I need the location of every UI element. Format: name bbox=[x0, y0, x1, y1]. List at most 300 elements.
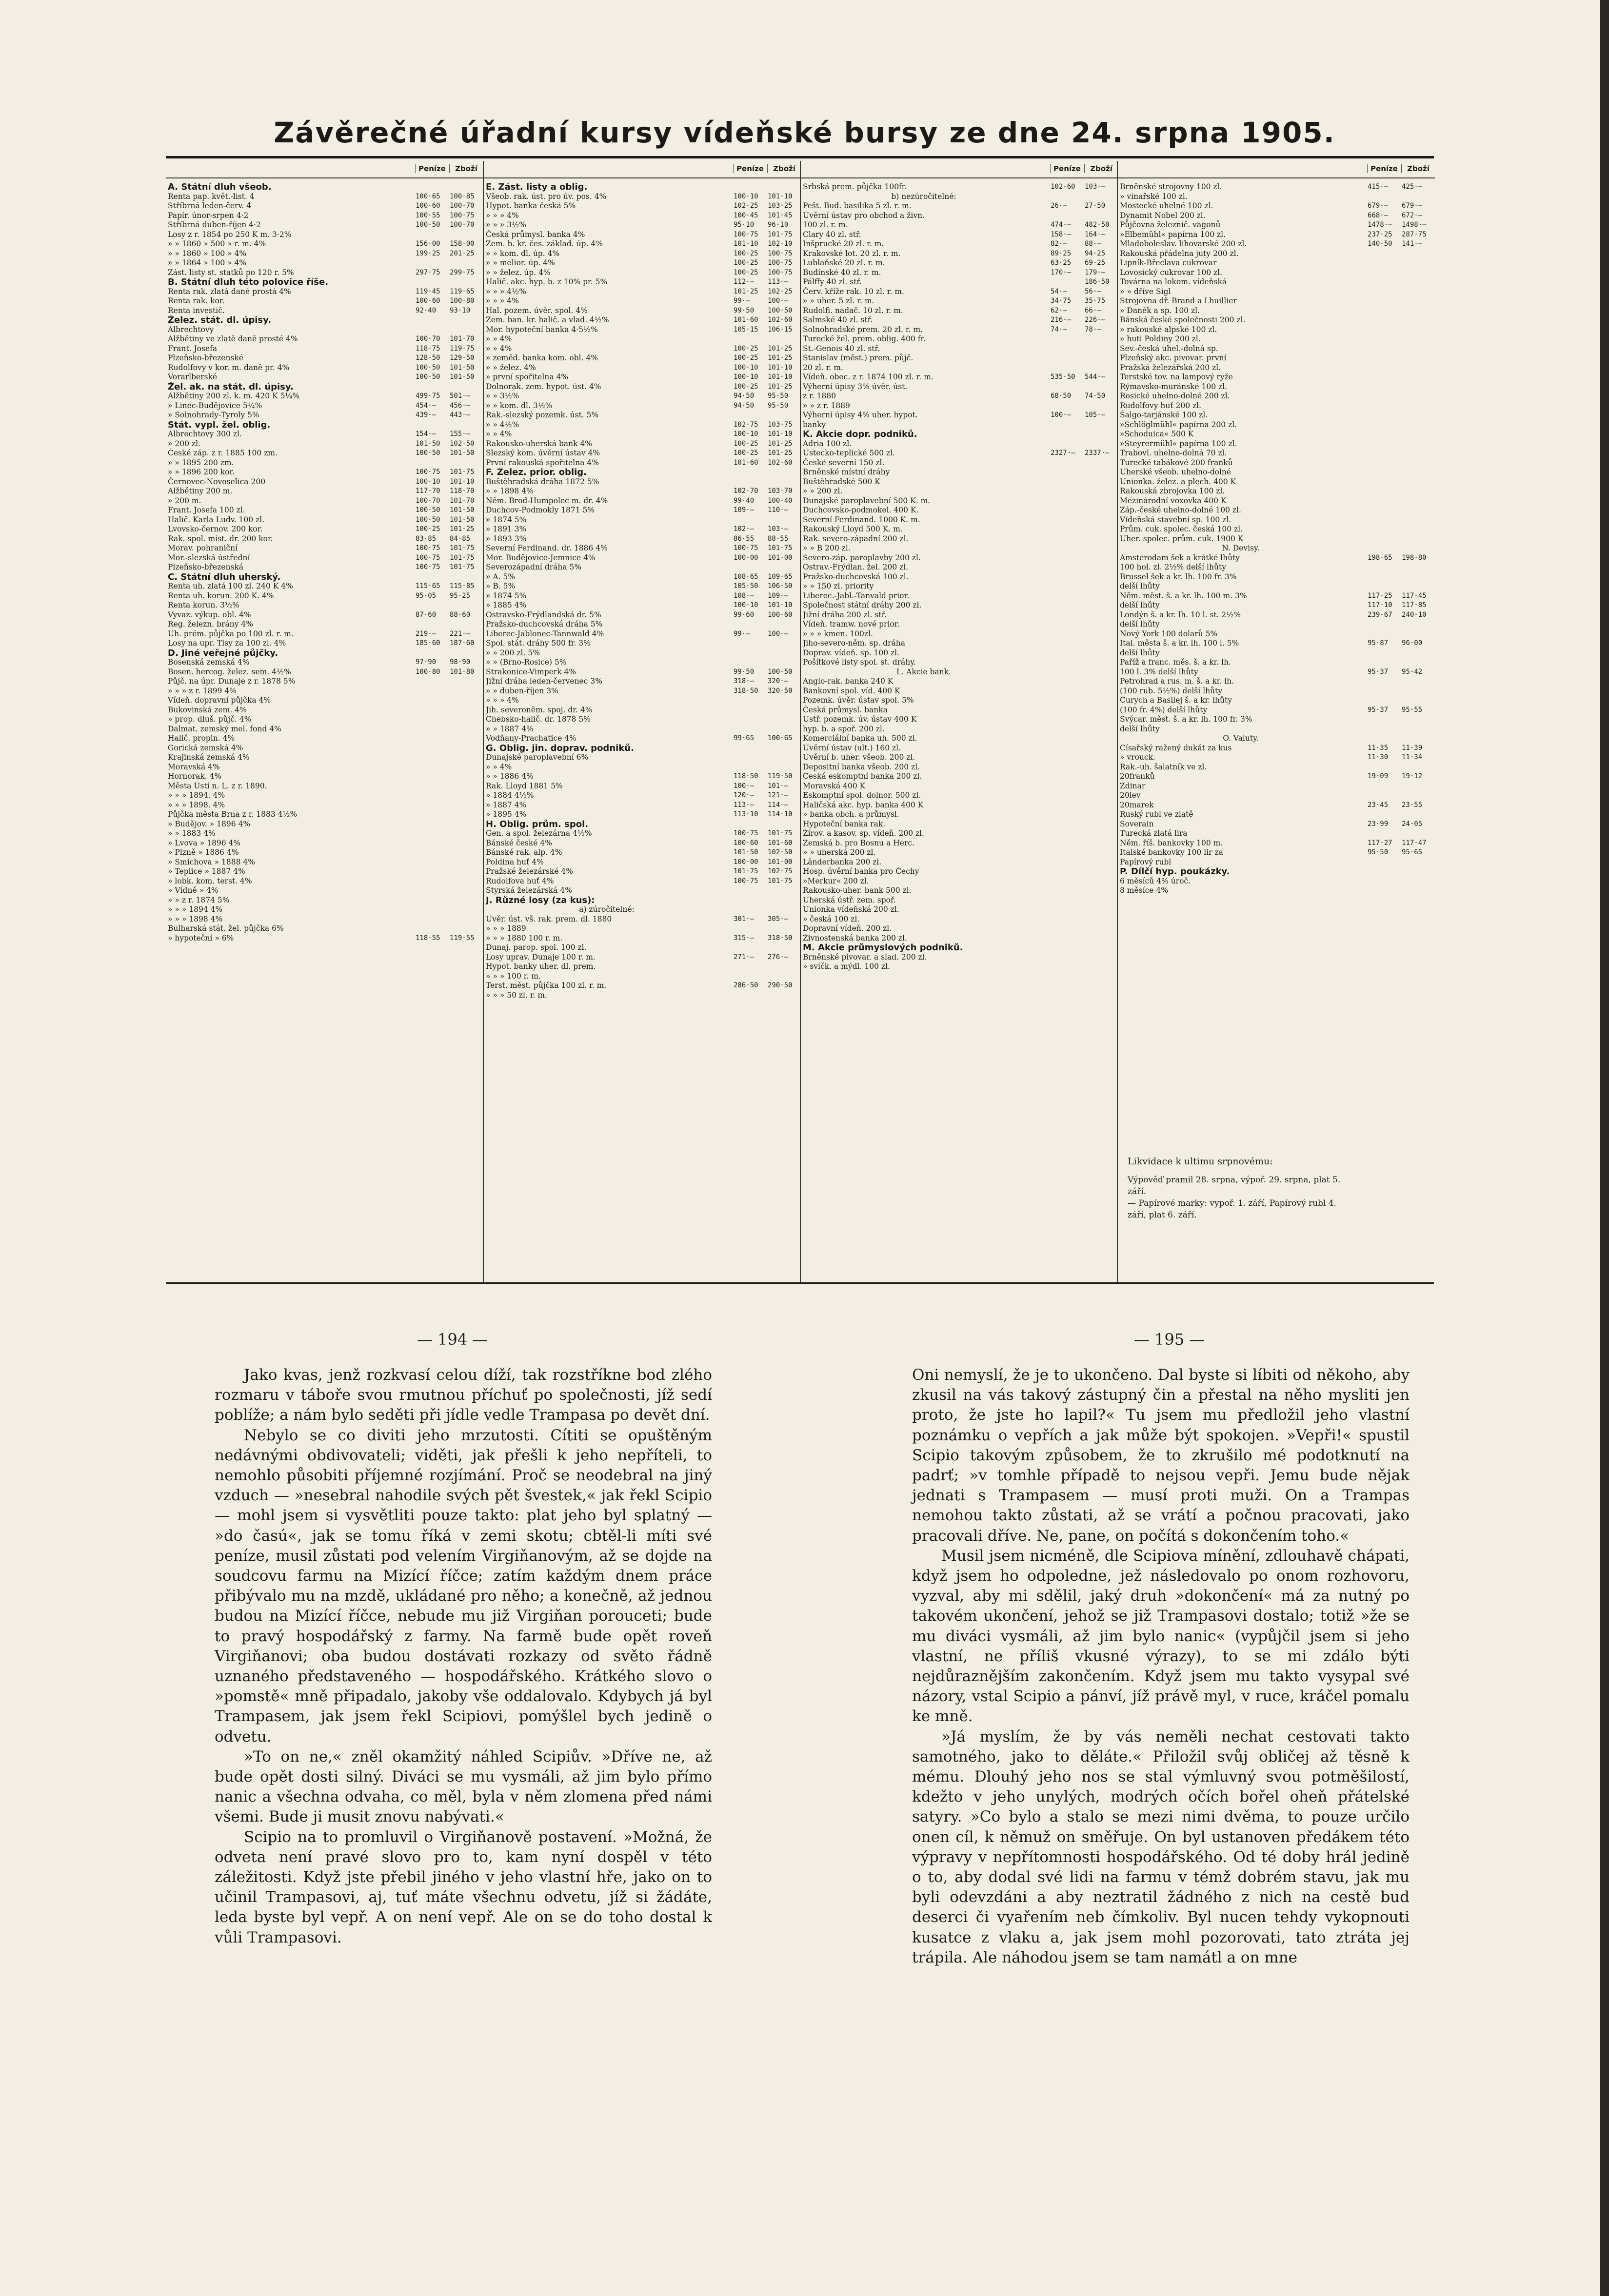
price-goods: 35·75 bbox=[1085, 297, 1106, 305]
page-edge bbox=[1600, 0, 1609, 2296]
security-name: Švýcar. měst. š. a kr. lh. 100 fr. 3% bbox=[1120, 715, 1252, 724]
table-row bbox=[166, 886, 483, 896]
security-name: Česká eskomptní banka 200 zl. bbox=[803, 772, 922, 781]
security-name: hyp. b. a spoř. 200 zl. bbox=[803, 724, 885, 733]
table-row bbox=[484, 629, 801, 639]
security-name: Mor.-slezská ústřední bbox=[168, 553, 250, 562]
security-name: » » » 1894. 4% bbox=[168, 791, 225, 800]
table-row bbox=[801, 639, 1118, 648]
price-goods: 101·75 bbox=[768, 877, 793, 885]
price-money: 2327·— bbox=[1051, 449, 1075, 457]
price-money: 100·75 bbox=[416, 468, 440, 476]
security-name: Pražské železárské 4% bbox=[486, 867, 574, 876]
price-money: 94·50 bbox=[734, 392, 755, 400]
price-money: 474·— bbox=[1051, 221, 1072, 229]
security-name: Zem. ban. kr. halič. a vlad. 4½% bbox=[486, 315, 609, 324]
security-name: Česká průmysl. banka bbox=[803, 705, 888, 714]
security-name: » prop. dluš. půjč. 4% bbox=[168, 715, 252, 724]
price-money: 100·25 bbox=[734, 344, 758, 353]
security-name: » » 4% bbox=[486, 344, 512, 353]
security-name: Curych a Basilej š. a kr. lhůty bbox=[1120, 696, 1232, 705]
price-goods: 117·47 bbox=[1402, 839, 1427, 847]
security-name: » » želez. úp. 4% bbox=[486, 268, 551, 277]
security-name: Poldina huť 4% bbox=[486, 857, 544, 866]
security-name: Terstské tov. na lampový ryže bbox=[1120, 373, 1233, 381]
price-money: 118·55 bbox=[416, 934, 440, 942]
table-row bbox=[801, 648, 1118, 658]
security-name: Nový York 100 dolarů 5% bbox=[1120, 629, 1218, 638]
table-row bbox=[484, 791, 801, 801]
table-column bbox=[1117, 161, 1435, 1282]
security-name: Zdinar bbox=[1120, 781, 1146, 790]
table-row bbox=[166, 848, 483, 858]
table-row bbox=[1118, 725, 1435, 734]
price-goods: 88·— bbox=[1085, 240, 1101, 248]
security-name: Lublaňské 20 zl. r. m. bbox=[803, 258, 885, 267]
table-row bbox=[484, 544, 801, 553]
price-goods: 115·85 bbox=[450, 582, 475, 590]
table-row bbox=[484, 334, 801, 344]
price-money: 100·75 bbox=[416, 563, 440, 571]
price-goods: 101·— bbox=[768, 782, 789, 790]
price-goods: 100·70 bbox=[450, 202, 475, 210]
table-row bbox=[1118, 744, 1435, 753]
table-row bbox=[801, 791, 1118, 801]
table-row bbox=[484, 610, 801, 620]
security-name: » » 1895 200 zm. bbox=[168, 458, 234, 467]
security-name: Dunaj. parop. spol. 100 zl. bbox=[486, 943, 587, 952]
security-name: Mladoboleslav. lihovarské 200 zl. bbox=[1120, 239, 1247, 248]
table-row bbox=[1118, 277, 1435, 287]
price-goods: 114·— bbox=[768, 801, 789, 809]
security-name: Brněnské místní dráhy bbox=[803, 468, 890, 476]
table-row bbox=[484, 287, 801, 297]
security-name: Anglo-rak. banka 240 K bbox=[803, 677, 894, 686]
table-row bbox=[484, 239, 801, 249]
likvidace-line: — Papírové marky: vypoř. 1. září, Papírový rubl 4. září, plat 6. září. bbox=[1128, 1198, 1336, 1220]
security-name: Plzeňsko-březenské bbox=[168, 353, 243, 362]
security-name: Dolnorak. zem. hypot. úst. 4% bbox=[486, 382, 601, 391]
price-goods: 95·55 bbox=[1402, 706, 1423, 714]
table-row bbox=[1118, 239, 1435, 249]
security-name: F. Želez. prior. oblig. bbox=[486, 468, 587, 477]
security-name: Rudolfovy huť 200 zl. bbox=[1120, 401, 1202, 410]
table-row bbox=[801, 487, 1118, 496]
security-name: Chebsko-halič. dr. 1878 5% bbox=[486, 715, 591, 724]
security-name: Něm. měst. š. a kr. lh. 100 m. 3% bbox=[1120, 591, 1247, 600]
security-name: » 1891 3% bbox=[486, 525, 527, 533]
price-money: 100·25 bbox=[734, 259, 758, 267]
security-name: O. Valuty. bbox=[1223, 734, 1259, 743]
table-row bbox=[801, 620, 1118, 629]
table-row bbox=[166, 620, 483, 629]
column-header bbox=[166, 161, 483, 178]
table-row bbox=[801, 953, 1118, 962]
table-row bbox=[1118, 506, 1435, 515]
security-name: Jiho-severo-něm. sp. dráha bbox=[803, 639, 905, 648]
likvidace-line: Výpověď pramil 28. srpna, výpoř. 29. srpna, plat 5. září. bbox=[1128, 1175, 1341, 1197]
price-goods: 101·10 bbox=[768, 601, 793, 609]
security-name: Krakovské lot. 20 zl. r. m. bbox=[803, 249, 901, 258]
security-name: (100 rub. 5½%) delší lhůty bbox=[1120, 686, 1223, 695]
price-money: 154·— bbox=[416, 430, 437, 438]
price-goods: 201·25 bbox=[450, 249, 475, 257]
price-goods: 100·70 bbox=[450, 221, 475, 229]
table-row bbox=[484, 667, 801, 677]
table-row bbox=[484, 943, 801, 953]
table-row bbox=[1118, 848, 1435, 858]
security-name: Renta rak. zlatá daně prostá 4% bbox=[168, 287, 291, 296]
security-name: Ústecko-teplické 500 zl. bbox=[803, 449, 895, 457]
section-heading bbox=[801, 430, 1118, 439]
table-row bbox=[484, 915, 801, 924]
security-name: Budínské 40 zl. r. m. bbox=[803, 268, 881, 277]
table-row bbox=[484, 829, 801, 839]
table-row bbox=[1118, 553, 1435, 563]
table-row bbox=[1118, 667, 1435, 677]
security-name: Rakouská přádelna juty 200 zl. bbox=[1120, 249, 1239, 258]
security-name: Lvovsko-černov. 200 kor. bbox=[168, 525, 263, 533]
table-row bbox=[801, 401, 1118, 411]
rows bbox=[166, 178, 483, 943]
table-row bbox=[801, 706, 1118, 715]
security-name: Plzeňsko-březenská bbox=[168, 563, 244, 571]
table-column bbox=[166, 161, 483, 1282]
table-row bbox=[1118, 468, 1435, 477]
security-name: Žírov. a kasov. sp. vídeň. 200 zl. bbox=[803, 829, 925, 838]
security-name: Hypot. banky uher. dl. prem. bbox=[486, 962, 596, 971]
price-money: 115·65 bbox=[416, 582, 440, 590]
price-money: 102·70 bbox=[734, 487, 758, 495]
table-row bbox=[1118, 639, 1435, 648]
table-row bbox=[1118, 334, 1435, 344]
security-name: Prům. cuk. spolec. česká 100 zl. bbox=[1120, 525, 1243, 533]
price-goods: 101·10 bbox=[768, 430, 793, 438]
price-goods: 106·15 bbox=[768, 325, 793, 334]
security-name: » Daněk a sp. 100 zl. bbox=[1120, 306, 1200, 315]
table-row bbox=[484, 715, 801, 725]
price-money: 100·— bbox=[1051, 411, 1072, 419]
price-money: 100·60 bbox=[416, 297, 440, 305]
security-name: Petrohrad a rus. m. š. a kr. lh. bbox=[1120, 677, 1234, 686]
table-row bbox=[801, 772, 1118, 782]
security-name: »Steyrermühl« papírna 100 zl. bbox=[1120, 439, 1237, 448]
security-name: Losy uprav. Dunaje 100 r. m. bbox=[486, 952, 596, 962]
security-name: » 200 zl. bbox=[168, 439, 200, 448]
price-goods: 78·— bbox=[1085, 325, 1101, 334]
table-row bbox=[1118, 258, 1435, 268]
price-money: 100·50 bbox=[416, 221, 440, 229]
table-row bbox=[484, 515, 801, 525]
security-name: » banka obch. a průmysl. bbox=[803, 810, 899, 819]
table-row bbox=[166, 306, 483, 316]
paragraph: Oni nemyslí, že je to ukončeno. Dal byste si líbiti od někoho, aby zkusil na vás takový zástupný čin a přestal na něho mysliti jen proto, že jste ho lapil?« Tu jsem mu předložil jeho vlastní poznámku o vepřích a jak může být spokojen. »Vepři!« spustil Scipio takovým způsobem, že to zkrušilo mé podotknutí na padrť; »v tomhle případě to nejsou vepři. Jemu bude nějak jednati s Trampasem — musí proti muži. On a Trampas nemohou takto zůstati, až se vrátí a počnou pracovati, jako pracovali dříve. Ne, pane, on počítá s dokončením toho.« bbox=[912, 1366, 1410, 1545]
security-name: G. Oblig. jin. doprav. podniků. bbox=[486, 743, 634, 753]
table-row bbox=[801, 829, 1118, 839]
section-heading bbox=[166, 182, 483, 192]
section-heading bbox=[484, 182, 801, 192]
security-name: Štyrská železárská 4% bbox=[486, 886, 572, 895]
price-money: 219·— bbox=[416, 629, 437, 638]
security-name: Želez. stát. dl. úpisy. bbox=[168, 315, 272, 325]
table-row bbox=[166, 363, 483, 373]
price-goods: 117·45 bbox=[1402, 591, 1427, 600]
security-name: Vídeňská stavební sp. 100 zl. bbox=[1120, 515, 1232, 524]
table-row bbox=[801, 506, 1118, 515]
table-row bbox=[484, 591, 801, 601]
table-row bbox=[484, 639, 801, 648]
table-row bbox=[801, 373, 1118, 382]
section-heading bbox=[166, 572, 483, 582]
security-name: » B. 5% bbox=[486, 582, 516, 590]
price-money: 100·45 bbox=[734, 211, 758, 219]
price-money: 74·— bbox=[1051, 325, 1067, 334]
table-row bbox=[801, 962, 1118, 972]
security-name: Moravská 400 K bbox=[803, 781, 866, 790]
paragraph: Scipio na to promluvil o Virgiňanově postavení. »Možná, že odveta není pravé slovo pro to, kam nyní dospěl v této záležitosti. Když jste přebil jiného v jeho vlastní hře, jako on to učinil Trampasovi, aj, tuť máte všechnu odvetu, jíž si žádáte, leda byste byl vepř. A on není vepř. Ale on se do toho dostal k vůli Trampasovi. bbox=[215, 1828, 712, 1946]
table-row bbox=[484, 782, 801, 791]
security-name: »Elbemühl« papírna 100 zl. bbox=[1120, 230, 1226, 239]
price-goods: 276·— bbox=[768, 953, 789, 961]
price-goods: 101·50 bbox=[450, 506, 475, 514]
security-name: Länderbanka 200 zl. bbox=[803, 857, 882, 866]
security-name: » » 4% bbox=[486, 762, 512, 771]
security-name: » » 1883 4% bbox=[168, 829, 216, 838]
table-row bbox=[166, 744, 483, 753]
price-goods: 320·— bbox=[768, 677, 789, 685]
table-row bbox=[166, 696, 483, 706]
table-row bbox=[801, 306, 1118, 316]
price-goods: 672·— bbox=[1402, 211, 1423, 219]
table-row bbox=[484, 848, 801, 858]
table-row bbox=[484, 534, 801, 544]
security-name: » » » 4% bbox=[486, 211, 519, 220]
table-row bbox=[1118, 563, 1435, 572]
table-row bbox=[166, 810, 483, 820]
price-goods: 101·10 bbox=[450, 477, 475, 486]
security-name: L. Akcie bank. bbox=[896, 667, 951, 676]
security-name: 100 hol. zl. 2½% delší lhůty bbox=[1120, 563, 1226, 571]
security-name: » » dříve Sigl bbox=[1120, 287, 1171, 296]
header-goods: Zboží bbox=[449, 164, 483, 173]
price-goods: 118·70 bbox=[450, 487, 475, 495]
table-row bbox=[1118, 753, 1435, 763]
security-name: České severní 150 zl. bbox=[803, 458, 885, 467]
security-name: Liberec-Jablonec-Tannwald 4% bbox=[486, 629, 604, 638]
price-goods: 93·10 bbox=[450, 306, 471, 314]
table-row bbox=[166, 477, 483, 487]
security-name: Bosenská zemská 4% bbox=[168, 658, 250, 667]
price-goods: 101·50 bbox=[450, 449, 475, 457]
table-row bbox=[484, 953, 801, 962]
security-name: » » B 200 zl. bbox=[803, 544, 851, 552]
security-name: » » » 4% bbox=[486, 296, 519, 305]
security-name: Živnostenská banka 200 zl. bbox=[803, 933, 907, 942]
security-name: Mor. hypoteční banka 4·5½% bbox=[486, 325, 598, 334]
price-goods: 103·— bbox=[768, 525, 789, 533]
security-name: Jih. severoněm. spoj. dr. 4% bbox=[486, 705, 593, 714]
security-name: Gen. a spol. železárna 4½% bbox=[486, 829, 592, 838]
table-row bbox=[484, 810, 801, 820]
section-heading bbox=[166, 315, 483, 325]
price-goods: 101·25 bbox=[768, 439, 793, 448]
security-name: C. Státní dluh uherský. bbox=[168, 572, 281, 582]
security-name: Ruský rubl ve zlatě bbox=[1120, 810, 1193, 819]
security-name: (100 fr. 4%) delší lhůty bbox=[1120, 705, 1208, 714]
paragraph: »Já myslím, že by vás neměli nechat cestovati takto samotného, jako to děláte.« Přiložil svůj obličej až těsně k mému. Dlouhý jeho nos se stal výmluvný svou potměšilostí, kdežto v jeho unylých, modrých očích bořel oheň přátelské satyry. »Co bylo a stalo se mezi nimi dvěma, to pouze určilo onen cíl, k němuž on směřuje. On byl ustanoven předákem této výpravy v nepřítomnosti hospodářského. Od té doby hrál jedině o to, aby dodal své lidi na farmu v témž dobrém stavu, jak mu byli odevzdáni a aby neztratil žádného z nich na cestě bud deserci či vyařením neb čímkoliv. Byl nucen tehdy vykopnouti kusatce z vlaku a, jak jsem mohl pozorovati, tato ztráta jej trápila. Ale náhodou jsem se tam namátl a on mne bbox=[912, 1727, 1410, 1966]
table-row bbox=[1118, 325, 1435, 335]
price-goods: 102·60 bbox=[768, 316, 793, 324]
table-row bbox=[484, 725, 801, 734]
price-goods: 66·— bbox=[1085, 306, 1101, 314]
security-name: Albrechtovy 300 zl. bbox=[168, 430, 242, 438]
price-goods: 299·75 bbox=[450, 268, 475, 276]
price-goods: 155·— bbox=[450, 430, 471, 438]
table-row bbox=[1118, 439, 1435, 449]
price-money: 100·10 bbox=[416, 477, 440, 486]
bottom-rule bbox=[166, 1282, 1434, 1284]
price-goods: 101·50 bbox=[450, 515, 475, 524]
table-row bbox=[1118, 296, 1435, 306]
table-row bbox=[801, 249, 1118, 259]
table-row bbox=[801, 553, 1118, 563]
table-row bbox=[801, 382, 1118, 392]
security-name: delší lhůty bbox=[1120, 620, 1160, 628]
price-money: 54·— bbox=[1051, 287, 1067, 295]
table-row bbox=[801, 877, 1118, 886]
table-row bbox=[1118, 610, 1435, 620]
price-money: 100·10 bbox=[734, 601, 758, 609]
price-goods: 103·75 bbox=[768, 420, 793, 429]
table-row bbox=[484, 972, 801, 981]
table-row bbox=[1118, 620, 1435, 629]
table-row bbox=[1118, 182, 1435, 192]
table-row bbox=[484, 563, 801, 572]
table-row bbox=[801, 534, 1118, 544]
table-row bbox=[801, 411, 1118, 420]
security-name: » » » 1894 4% bbox=[168, 905, 223, 914]
security-name: Unionka. želez. a plech. 400 K bbox=[1120, 477, 1236, 486]
table-row bbox=[484, 363, 801, 373]
security-name: » » 1896 200 kor. bbox=[168, 468, 235, 476]
security-name: » lobk. kom. terst. 4% bbox=[168, 876, 252, 885]
security-name: Rak. severo-západní 200 zl. bbox=[803, 534, 909, 543]
security-name: Záp.-české uhelno-dolné 100 zl. bbox=[1120, 506, 1241, 514]
text-column-right bbox=[912, 1365, 1410, 1968]
table-row bbox=[166, 496, 483, 506]
price-goods: 119·65 bbox=[450, 287, 475, 295]
security-name: Dopravní vídeň. 200 zl. bbox=[803, 924, 892, 933]
price-money: 140·50 bbox=[1368, 240, 1392, 248]
table-row bbox=[484, 420, 801, 430]
column-header bbox=[484, 161, 801, 178]
price-money: 100·25 bbox=[734, 354, 758, 362]
security-name: Vídeň. obec. z r. 1874 100 zl. r. m. bbox=[803, 373, 934, 381]
table-row bbox=[801, 353, 1118, 363]
security-name: delší lhůty bbox=[1120, 724, 1160, 733]
header-money: Peníze bbox=[415, 164, 449, 173]
price-money: 118·75 bbox=[416, 344, 440, 353]
price-goods: 103·— bbox=[1085, 183, 1106, 191]
price-money: 315·— bbox=[734, 934, 755, 942]
table-row bbox=[484, 687, 801, 696]
table-row bbox=[166, 268, 483, 278]
security-name: Společnost státní dráhy 200 zl. bbox=[803, 601, 922, 609]
price-money: 679·— bbox=[1368, 202, 1389, 210]
table-row bbox=[1118, 687, 1435, 696]
price-goods: 101·25 bbox=[768, 449, 793, 457]
security-name: » » 1898 4% bbox=[486, 487, 534, 495]
price-goods: 100·— bbox=[768, 629, 789, 638]
table-row bbox=[484, 934, 801, 943]
price-money: 99·65 bbox=[734, 734, 755, 742]
rows bbox=[484, 178, 801, 1000]
rows bbox=[1118, 178, 1435, 896]
paragraph: »To on ne,« zněl okamžitý náhled Scipiův. »Dříve ne, až bude opět dosti silný. Diváci se mu vysmáli, až jim bylo přímo nanic a všechna odvaha, co měl, byla v něm zlomena před námi všemi. Bude ji musit znovu nabývati.« bbox=[215, 1747, 712, 1826]
table-row bbox=[166, 515, 483, 525]
security-name: Renta korun. 3½% bbox=[168, 601, 239, 609]
table-row bbox=[801, 572, 1118, 582]
security-name: » » » 1880 100 r. m. bbox=[486, 933, 563, 942]
price-money: 108·65 bbox=[734, 572, 758, 581]
table-row bbox=[484, 962, 801, 972]
price-money: 170·— bbox=[1051, 268, 1072, 276]
security-name: České záp. z r. 1885 100 zm. bbox=[168, 449, 278, 457]
table-row bbox=[166, 896, 483, 905]
table-row bbox=[484, 211, 801, 221]
security-name: Uherské všeob. uhelno-dolné bbox=[1120, 468, 1232, 476]
price-money: 83·85 bbox=[416, 534, 437, 543]
table-row bbox=[801, 725, 1118, 734]
table-row bbox=[166, 487, 483, 496]
price-goods: 501·— bbox=[450, 392, 471, 400]
section-heading bbox=[484, 820, 801, 829]
security-name: Pražsko-duchcovská 100 zl. bbox=[803, 572, 909, 581]
security-name: Uher. spolec. prům. cuk. 1900 K bbox=[1120, 534, 1244, 543]
price-money: 82·— bbox=[1051, 240, 1067, 248]
price-money: 535·50 bbox=[1051, 373, 1075, 381]
security-name: » » kom. dl. 3½% bbox=[486, 401, 553, 410]
price-money: 216·— bbox=[1051, 316, 1072, 324]
table-row bbox=[166, 220, 483, 230]
table-row bbox=[484, 924, 801, 934]
price-money: 100·75 bbox=[734, 829, 758, 837]
security-name: Všeob. rak. úst. pro úv. pos. 4% bbox=[486, 192, 607, 201]
price-goods: 101·75 bbox=[450, 563, 475, 571]
price-money: 102·60 bbox=[1051, 183, 1075, 191]
table-row bbox=[1118, 591, 1435, 601]
security-name: Hal. pozem. úvěr. spol. 4% bbox=[486, 306, 588, 315]
price-money: 117·10 bbox=[1368, 601, 1392, 609]
security-name: Půjčka města Brna z r. 1883 4½% bbox=[168, 810, 298, 819]
price-money: 454·— bbox=[416, 401, 437, 410]
table-row bbox=[484, 658, 801, 667]
table-row bbox=[801, 591, 1118, 601]
table-row bbox=[1118, 629, 1435, 639]
table-row bbox=[801, 715, 1118, 725]
table-row bbox=[166, 534, 483, 544]
table-row bbox=[801, 753, 1118, 763]
security-name: » vinařské 100 zl. bbox=[1120, 192, 1188, 201]
price-money: 100·75 bbox=[734, 230, 758, 238]
table-row bbox=[484, 553, 801, 563]
security-name: Zemská b. pro Bosnu a Herc. bbox=[803, 838, 914, 847]
security-name: » 1884 4½% bbox=[486, 791, 534, 800]
security-name: 100 l. 3% delší lhůty bbox=[1120, 667, 1198, 676]
security-name: Liberec.-Jabl.-Tanvald prior. bbox=[803, 591, 910, 600]
price-money: 100·60 bbox=[734, 839, 758, 847]
table-row bbox=[1118, 201, 1435, 211]
